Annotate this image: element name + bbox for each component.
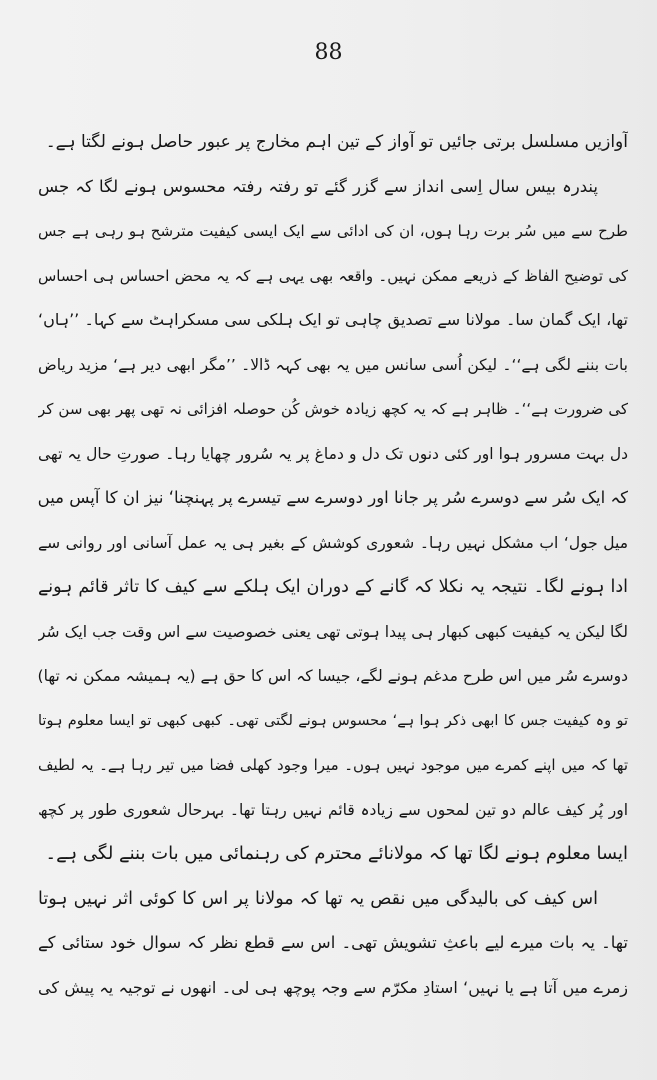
text-line: ایسا معلوم ہونے لگا تھا کہ مولانائے محترم کی رہنمائی میں بات بننے لگی ہے۔ <box>45 843 628 864</box>
text-line: میل جول‘ اب مشکل نہیں رہا۔ شعوری کوشش کے بغیر ہی یہ عمل آسانی اور روانی سے <box>38 533 628 552</box>
text-line: ادا ہونے لگا۔ نتیجہ یہ نکلا کہ گانے کے دوران ایک ہلکے سے کیف کا تاثر قائم ہونے <box>38 577 628 597</box>
text-line: بات بننے لگی ہے‘‘۔ لیکن اُسی سانس میں یہ بھی کہہ ڈالا۔ ’’مگر ابھی دیر ہے‘ مزید ریاض <box>38 355 628 374</box>
text-line: تھا کہ میں اپنے کمرے میں موجود نہیں ہوں۔ میرا وجود کھلی فضا میں تیر رہا ہے۔ یہ لطیف <box>38 756 628 774</box>
text-line: اس کیف کی بالیدگی میں نقص یہ تھا کہ مولانا پر اس کا کوئی اثر نہیں ہوتا <box>38 888 598 909</box>
text-line: دوسرے سُر میں اس طرح مدغم ہونے لگے، جیسا کہ اس کا حق ہے (یہ ہمیشہ ممکن نہ تھا) <box>38 667 628 685</box>
body-text <box>38 120 628 1010</box>
text-line: کہ ایک سُر سے دوسرے سُر پر جانا اور دوسرے سے تیسرے پر پہنچنا‘ نیز ان کا آپس میں <box>38 488 628 507</box>
text-line: طرح سے میں سُر برت رہا ہوں، ان کی ادائی سے ایک ایسی کیفیت مترشح ہو رہی ہے جس <box>38 222 628 240</box>
text-line: تھا۔ یہ بات میرے لیے باعثِ تشویش تھی۔ اس سے قطع نظر کہ سوال خود ستائی کے <box>38 933 628 952</box>
text-line: آوازیں مسلسل برتی جائیں تو آواز کے تین اہم مخارج پر عبور حاصل ہونے لگتا ہے۔ <box>45 132 628 152</box>
text-line: لگا لیکن یہ کیفیت کبھی کبھار ہی پیدا ہوتی تھی یعنی خصوصیت سے اس وقت جب ایک سُر <box>38 622 628 641</box>
text-line: اور پُر کیف عالم دو تین لمحوں سے زیادہ قائم نہیں رہتا تھا۔ بہرحال شعوری طور پر کچھ <box>38 800 628 819</box>
text-line: تھا، ایک گمان سا۔ مولانا سے تصدیق چاہی تو ایک ہلکی سی مسکراہٹ سے کہا۔ ’’ہاں‘ <box>38 310 628 329</box>
text-line: زمرے میں آتا ہے یا نہیں‘ استادِ مکرّم سے وجہ پوچھ ہی لی۔ انھوں نے توجیہ یہ پیش کی <box>38 977 628 997</box>
page-number: 88 <box>314 40 343 65</box>
text-line: کی ضرورت ہے‘‘۔ ظاہر ہے کہ یہ کچھ زیادہ خوش کُن حوصلہ افزائی نہ تھی پھر بھی سن کر <box>38 400 628 418</box>
text-line: پندرہ بیس سال اِسی انداز سے گزر گئے تو رفتہ رفتہ محسوس ہونے لگا کہ جس <box>38 176 598 196</box>
text-line: تو وہ کیفیت جس کا ابھی ذکر ہوا ہے‘ محسوس ہونے لگتی تھی۔ کبھی کبھی تو ایسا معلوم ہوتا <box>38 712 628 729</box>
text-line: کی توضیح الفاظ کے ذریعے ممکن نہیں۔ واقعہ بھی یہی ہے کہ یہ محض احساس ہی احساس <box>38 266 628 285</box>
text-line: دل بہت مسرور ہوا اور کئی دنوں تک دل و دماغ پر یہ سُرور چھایا رہا۔ صورتِ حال یہ تھی <box>38 444 628 463</box>
